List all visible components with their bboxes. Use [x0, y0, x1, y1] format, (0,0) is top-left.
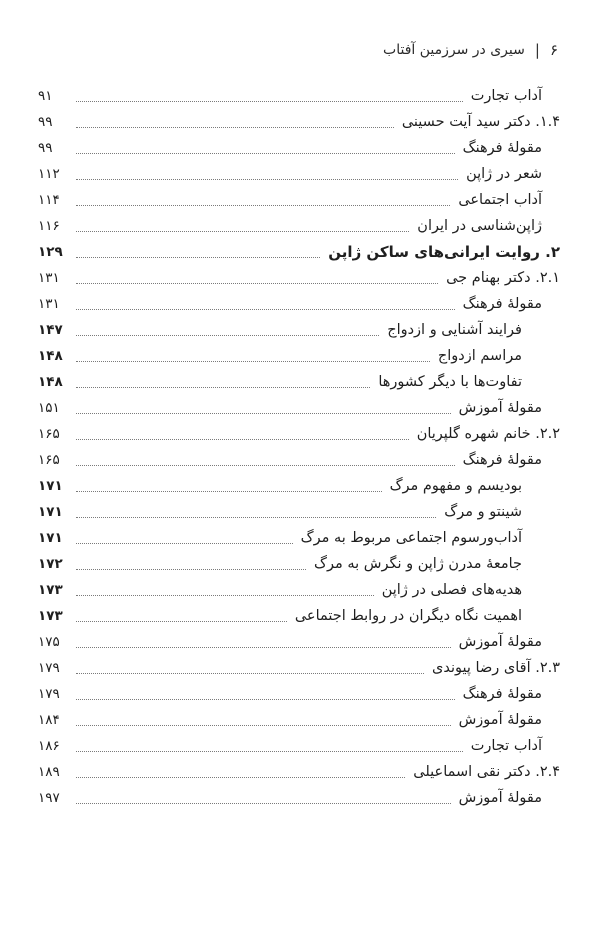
- toc-entry-title: فرایند آشنایی و ازدواج: [387, 322, 522, 338]
- toc-entry-title: شعر در ژاپن: [466, 166, 542, 182]
- toc-entry: [38, 369, 560, 395]
- toc-entry-title: شینتو و مرگ: [444, 504, 522, 520]
- toc-entry: [38, 655, 560, 681]
- toc-entry-page: ۱۳۱: [38, 296, 60, 312]
- toc-entry-page: ۱۲۹: [38, 244, 63, 260]
- toc-entry-page: ۱۱۶: [38, 218, 60, 234]
- toc-entry: [38, 785, 560, 811]
- toc-entry-page: ۱۷۳: [38, 608, 63, 624]
- dot-leader: [76, 257, 320, 258]
- toc-entry-page: ۹۹: [38, 114, 53, 130]
- toc-entry-title: اهمیت نگاه دیگران در روابط اجتماعی: [294, 608, 522, 624]
- toc-entry-page: ۱۸۴: [38, 712, 60, 728]
- header-separator: |: [534, 41, 540, 59]
- toc-entry-page: ۱۷۹: [38, 660, 60, 676]
- toc-entry: [38, 239, 560, 265]
- toc-entry: [38, 551, 560, 577]
- toc-entry-page: ۱۷۱: [38, 478, 63, 494]
- toc-entry-page: ۱۴۷: [38, 322, 63, 338]
- dot-leader: [76, 465, 455, 466]
- toc-entry: [38, 681, 560, 707]
- toc-entry: [38, 135, 560, 161]
- toc-entry-title: تفاوت‌ها با دیگر کشورها: [378, 374, 522, 390]
- toc-entry-title: ژاپن‌شناسی در ایران: [417, 218, 542, 234]
- toc-entry-page: ۹۱: [38, 88, 53, 104]
- dot-leader: [76, 127, 394, 128]
- dot-leader: [76, 231, 409, 232]
- toc-entry: [38, 733, 560, 759]
- dot-leader: [76, 101, 463, 102]
- toc-entry-title: مراسم ازدواج: [437, 348, 522, 364]
- dot-leader: [76, 673, 424, 674]
- toc-entry: [38, 603, 560, 629]
- dot-leader: [76, 153, 455, 154]
- dot-leader: [76, 205, 450, 206]
- running-header: [42, 38, 558, 62]
- toc-entry-page: ۱۷۳: [38, 582, 63, 598]
- toc-entry-page: ۱۹۷: [38, 790, 60, 806]
- toc-entry: [38, 83, 560, 109]
- dot-leader: [76, 283, 438, 284]
- dot-leader: [76, 335, 379, 336]
- toc-entry-title: ۲.۲. خانم شهره گلپریان: [416, 426, 560, 442]
- table-of-contents: [38, 83, 560, 811]
- toc-entry-page: ۱۷۱: [38, 530, 63, 546]
- toc-entry-page: ۱۸۶: [38, 738, 60, 754]
- toc-entry-page: ۱۶۵: [38, 426, 60, 442]
- toc-entry: [38, 707, 560, 733]
- toc-entry-page: ۱۴۸: [38, 348, 63, 364]
- dot-leader: [76, 517, 436, 518]
- toc-entry-title: آداب تجارت: [470, 738, 542, 754]
- toc-entry: [38, 629, 560, 655]
- dot-leader: [76, 439, 409, 440]
- toc-entry-page: ۱۱۲: [38, 166, 60, 182]
- header-page-number: ۶: [549, 41, 558, 59]
- dot-leader: [76, 569, 306, 570]
- toc-entry-page: ۱۶۵: [38, 452, 60, 468]
- dot-leader: [76, 777, 405, 778]
- toc-entry-title: مقولهٔ آموزش: [458, 400, 542, 416]
- toc-entry: [38, 161, 560, 187]
- toc-entry-title: مقولهٔ فرهنگ: [462, 686, 542, 702]
- toc-entry-page: ۱۳۱: [38, 270, 60, 286]
- toc-entry-title: جامعهٔ مدرن ژاپن و نگرش به مرگ: [313, 556, 522, 572]
- toc-entry-title: مقولهٔ آموزش: [458, 790, 542, 806]
- toc-entry-title: ۲. روایت ایرانی‌های ساکن ژاپن: [328, 243, 560, 261]
- toc-entry-page: ۱۷۲: [38, 556, 63, 572]
- dot-leader: [76, 699, 455, 700]
- toc-entry: [38, 525, 560, 551]
- toc-entry: [38, 447, 560, 473]
- toc-entry: [38, 317, 560, 343]
- toc-entry-title: ۲.۳. آقای رضا پیوندی: [432, 660, 560, 676]
- dot-leader: [76, 413, 451, 414]
- toc-entry-page: ۱۷۱: [38, 504, 63, 520]
- toc-entry-title: ۱.۴. دکتر سید آیت حسینی: [401, 114, 560, 130]
- toc-entry-title: آداب اجتماعی: [458, 192, 542, 208]
- dot-leader: [76, 543, 293, 544]
- toc-entry: [38, 109, 560, 135]
- toc-entry-title: مقولهٔ فرهنگ: [462, 140, 542, 156]
- toc-entry-page: ۱۴۸: [38, 374, 63, 390]
- toc-entry-page: ۱۷۹: [38, 686, 60, 702]
- dot-leader: [76, 725, 451, 726]
- toc-entry: [38, 213, 560, 239]
- dot-leader: [76, 387, 370, 388]
- toc-entry: [38, 395, 560, 421]
- toc-entry: [38, 291, 560, 317]
- dot-leader: [76, 621, 287, 622]
- toc-entry-title: مقولهٔ آموزش: [458, 634, 542, 650]
- toc-entry-title: بودیسم و مفهوم مرگ: [389, 478, 522, 494]
- toc-entry-page: ۱۸۹: [38, 764, 60, 780]
- dot-leader: [76, 803, 451, 804]
- toc-entry-page: ۹۹: [38, 140, 53, 156]
- toc-entry: [38, 343, 560, 369]
- dot-leader: [76, 309, 455, 310]
- toc-entry: [38, 473, 560, 499]
- toc-entry-title: آداب تجارت: [470, 88, 542, 104]
- dot-leader: [76, 751, 463, 752]
- toc-entry-title: ۲.۱. دکتر بهنام جی: [446, 270, 560, 286]
- toc-entry-title: مقولهٔ فرهنگ: [462, 296, 542, 312]
- toc-entry-title: مقولهٔ آموزش: [458, 712, 542, 728]
- dot-leader: [76, 595, 374, 596]
- toc-entry-page: ۱۱۴: [38, 192, 60, 208]
- toc-entry-title: هدیه‌های فصلی در ژاپن: [381, 582, 522, 598]
- toc-entry: [38, 421, 560, 447]
- toc-entry-title: ۲.۴. دکتر نقی اسماعیلی: [413, 764, 560, 780]
- dot-leader: [76, 179, 458, 180]
- toc-entry: [38, 577, 560, 603]
- dot-leader: [76, 361, 430, 362]
- header-book-title: سیری در سرزمین آفتاب: [383, 42, 525, 58]
- dot-leader: [76, 491, 382, 492]
- toc-entry: [38, 499, 560, 525]
- toc-entry: [38, 187, 560, 213]
- toc-entry: [38, 759, 560, 785]
- dot-leader: [76, 647, 451, 648]
- toc-entry-title: مقولهٔ فرهنگ: [462, 452, 542, 468]
- toc-entry-page: ۱۷۵: [38, 634, 60, 650]
- toc-entry-page: ۱۵۱: [38, 400, 60, 416]
- toc-entry-title: آداب‌ورسوم اجتماعی مربوط به مرگ: [300, 530, 522, 546]
- toc-entry: [38, 265, 560, 291]
